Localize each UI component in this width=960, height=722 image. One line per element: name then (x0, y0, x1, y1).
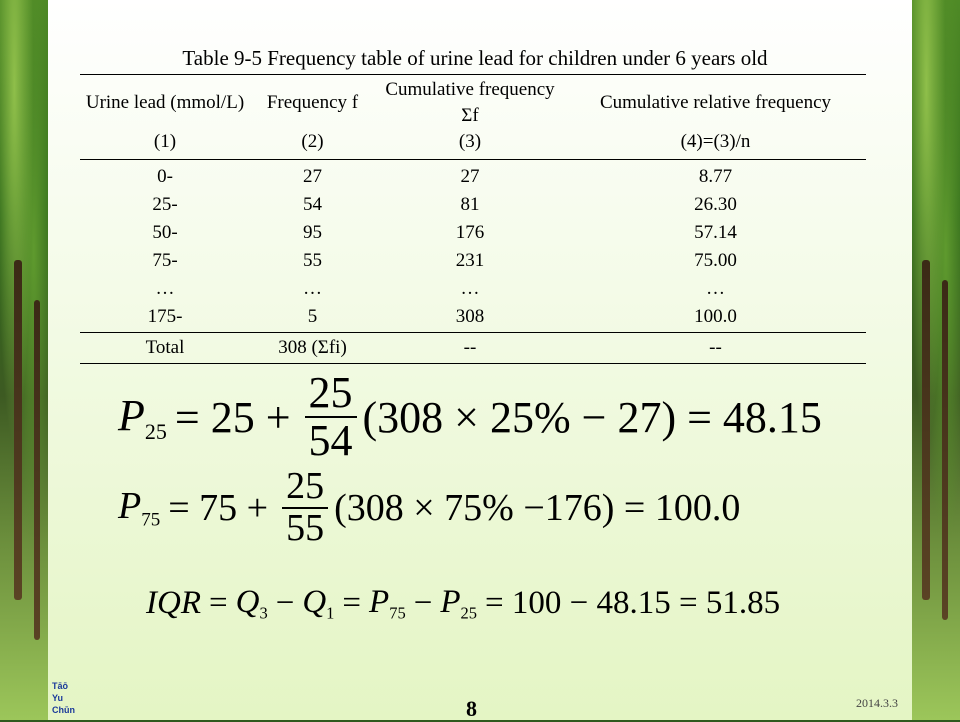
header-col-number: (1) (80, 129, 250, 160)
cell-interval: 75- (152, 250, 178, 271)
cell-cumulative: 308 (455, 306, 485, 327)
cell-ellipsis: … (460, 278, 480, 299)
header-cumulative-relative-frequency: Cumulative relative frequency (565, 75, 866, 130)
formula-fraction (305, 370, 357, 464)
cell-total-frequency: 308 (Σfi) (250, 333, 375, 364)
cell-relative: 8.77 (698, 166, 733, 187)
cell-frequency: 55 (303, 250, 322, 271)
formula-p75-term: $P_{75}$ (369, 584, 406, 623)
cell-frequency: 27 (303, 166, 322, 187)
header-frequency: Frequency f (250, 75, 375, 130)
cell-total-cumulative: -- (375, 333, 565, 364)
cell-interval: 175- (147, 306, 183, 327)
table-title: Table 9-5 Frequency table of urine lead for children under 6 years old (182, 46, 768, 70)
cell-frequency: 95 (303, 222, 322, 243)
header-col-number: (2) (250, 129, 375, 160)
formula-rest: (308 × 25% − 27) = 48.15 (362, 392, 822, 442)
cell-total-relative: -- (565, 333, 866, 364)
formula-q1: $Q_1$ (302, 584, 335, 623)
table-row (80, 275, 866, 303)
table-total-row (80, 333, 866, 364)
cell-frequency: 5 (307, 306, 318, 327)
cell-interval: 0- (157, 166, 173, 187)
formula-rest: (308 × 75% −176) = 100.0 (334, 486, 741, 529)
formula-base: = 25 + (174, 392, 291, 442)
formula-symbol: $P_{25}$ (118, 390, 167, 444)
forest-right-panel (912, 0, 960, 720)
cell-ellipsis: … (706, 278, 725, 299)
cell-interval: 25- (152, 194, 178, 215)
cell-ellipsis: … (155, 278, 175, 299)
cell-cumulative: 81 (460, 194, 480, 215)
cell-cumulative: 176 (455, 222, 485, 243)
cell-ellipsis: … (303, 278, 322, 299)
header-col-number: (3) (375, 129, 565, 160)
slide-date: 2014.3.3 (856, 696, 898, 710)
cell-relative: 26.30 (694, 194, 737, 215)
fraction-denominator: 55 (286, 506, 325, 549)
formula-fraction (282, 467, 328, 549)
tree-trunk (922, 260, 930, 600)
cell-relative: 100.0 (694, 306, 737, 327)
page-number: 8 (466, 696, 477, 721)
tree-trunk (34, 300, 40, 640)
header-col-number: (4)=(3)/n (565, 129, 866, 160)
cell-relative: 75.00 (694, 250, 737, 271)
tree-trunk (942, 280, 948, 620)
header-cumulative-frequency: Cumulative frequency Σf (375, 75, 565, 130)
formula-symbol: IQR (146, 585, 201, 622)
fraction-denominator: 54 (308, 416, 353, 466)
cell-cumulative: 27 (460, 166, 480, 187)
fraction-numerator: 25 (305, 370, 357, 418)
table-row (80, 247, 866, 275)
forest-left-panel (0, 0, 48, 720)
formula-symbol: $P_{75}$ (118, 485, 161, 531)
table-row (80, 219, 866, 247)
formula-p75 (118, 467, 740, 549)
formula-iqr: IQR = $Q_3$ − $Q_1$ = $P_{75}$ − $P_{25}$ = 100 − 48.15 = 51.85 (146, 584, 781, 623)
formula-q3: $Q_3$ (235, 584, 268, 623)
table-row (80, 160, 866, 192)
cell-cumulative: 231 (455, 250, 485, 271)
fraction-numerator: 25 (282, 467, 328, 509)
cell-total-label: Total (80, 333, 250, 364)
table-row (80, 191, 866, 219)
formula-base: = 75 + (168, 486, 269, 529)
formula-tail: = 100 − 48.15 = 51.85 (485, 585, 781, 622)
cell-interval: 50- (152, 222, 178, 243)
cell-frequency: 54 (303, 194, 322, 215)
formula-p25-term: $P_{25}$ (440, 584, 478, 623)
tree-trunk (14, 260, 22, 600)
frequency-table (80, 74, 866, 364)
formula-p25 (118, 370, 822, 464)
header-urine-lead: Urine lead (mmol/L) (80, 75, 250, 130)
author-logo: Tāō Yu Chūn (52, 681, 75, 715)
cell-relative: 57.14 (694, 222, 737, 243)
table-row (80, 303, 866, 333)
